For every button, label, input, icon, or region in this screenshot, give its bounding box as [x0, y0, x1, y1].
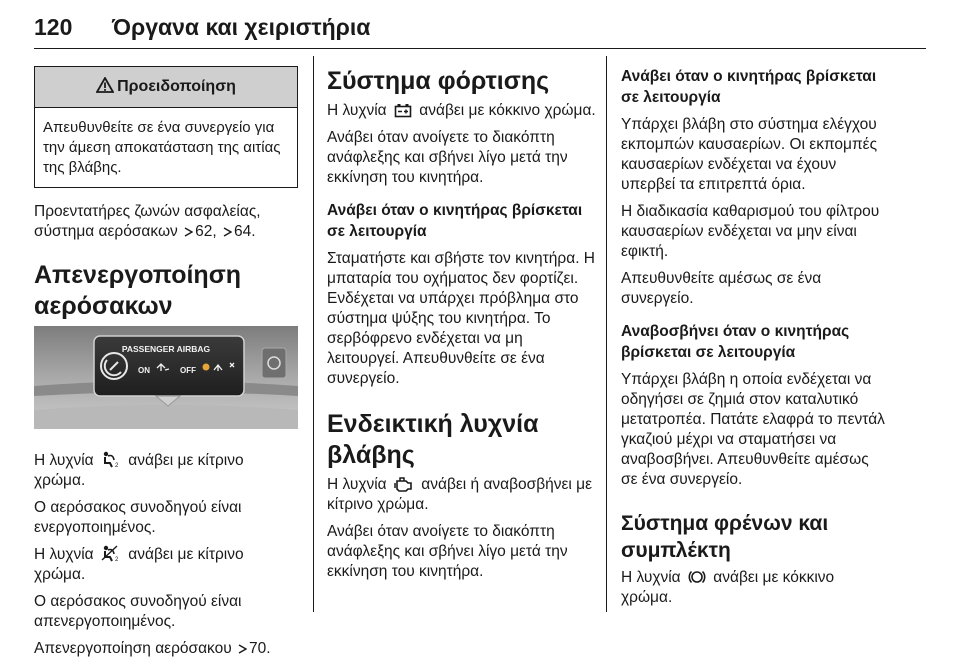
- page-ref-arrow-icon: [184, 227, 193, 237]
- column-divider: [313, 56, 314, 612]
- lamp-on-prefix: Η λυχνία: [34, 452, 94, 469]
- svg-text:2: 2: [114, 557, 119, 562]
- engine-check-icon: [394, 477, 414, 492]
- lamp-on-paragraph: [34, 451, 298, 491]
- lamp-on-suffix: ανάβει με κίτρινο χρώμα.: [34, 452, 244, 489]
- page-ref-70[interactable]: 70.: [249, 640, 271, 657]
- warning-box: [34, 66, 298, 188]
- mil-lamp-paragraph: [327, 475, 597, 515]
- pretensioners-text: Προεντατήρες ζωνών ασφαλείας, σύστημα αερόσακων: [34, 203, 261, 240]
- page-title: Όργανα και χειριστήρια: [112, 14, 371, 40]
- charging-heading: Σύστημα φόρτισης: [327, 67, 550, 95]
- brake-heading: Σύστημα φρένων και συμπλέκτη: [621, 512, 829, 562]
- airbag-activated-text: Ο αερόσακος συνοδηγού είναι ενεργοποιημένος.: [34, 499, 242, 536]
- charging-ignition-text: Ανάβει όταν ανοίγετε το διακόπτη ανάφλεξης και σβήνει λίγο μετά την εκκίνηση του κινητήρα.: [327, 129, 568, 186]
- airbag-heading: Απενεργοποίηση αερόσακων: [34, 261, 242, 320]
- column-divider: [606, 56, 607, 612]
- deactivation-ref-paragraph: [34, 639, 298, 659]
- brake-lamp-paragraph: [621, 568, 889, 608]
- emission-fault-text: Υπάρχει βλάβη στο σύστημα ελέγχου εκπομπών καυσαερίων. Οι εκπομπές καυσαερίων ενδέχεται να έχουν υπερβεί τα επιτρεπτά όρια.: [621, 116, 878, 193]
- page-ref-arrow-icon: [223, 227, 232, 237]
- engine-running-heading: Ανάβει όταν ο κινητήρας βρίσκεται σε λειτουργία: [621, 68, 877, 106]
- charging-running-heading: Ανάβει όταν ο κινητήρας βρίσκεται σε λειτουργία: [327, 202, 583, 240]
- brake-lamp-suffix: ανάβει με κόκκινο χρώμα.: [621, 569, 835, 606]
- page-ref-64[interactable]: 64.: [234, 223, 256, 240]
- svg-text:2: 2: [114, 463, 119, 468]
- mil-lamp-prefix: Η λυχνία: [327, 476, 387, 493]
- mil-heading: Ενδεικτική λυχνία βλάβης: [327, 410, 539, 469]
- lamp-off-prefix: Η λυχνία: [34, 546, 94, 563]
- warning-title: Προειδοποίηση: [117, 78, 236, 95]
- page-number: 120: [34, 14, 73, 40]
- airbag-off-icon: [101, 545, 121, 562]
- flashing-text: Υπάρχει βλάβη η οποία ενδέχεται να οδηγήσει σε ζημιά στον καταλυτικό μετατροπέα. Πατάτε ελαφρά το πεντάλ γκαζιού μέχρι να σταματήσει να αναβοσβήνει. Απευθυνθείτε αμέσως σε ένα συνεργείο.: [621, 371, 885, 488]
- warning-triangle-icon: [96, 77, 114, 93]
- brake-lamp-prefix: Η λυχνία: [621, 569, 681, 586]
- contact-text: Απευθυνθείτε αμέσως σε ένα συνεργείο.: [621, 270, 822, 307]
- deactivation-ref-text: Απενεργοποίηση αερόσακου: [34, 640, 232, 657]
- panel-on-label: ON: [138, 366, 150, 375]
- lamp-off-paragraph: [34, 545, 298, 585]
- battery-icon: [394, 103, 412, 118]
- lamp-off-suffix: ανάβει με κίτρινο χρώμα.: [34, 546, 244, 583]
- panel-label: PASSENGER AIRBAG: [121, 344, 211, 354]
- mil-ignition-text: Ανάβει όταν ανοίγετε το διακόπτη ανάφλεξης και σβήνει λίγο μετά την εκκίνηση του κινητήρα.: [327, 523, 568, 580]
- column-right: [621, 56, 889, 615]
- charging-lamp-paragraph: [327, 101, 597, 121]
- page-ref-arrow-icon: [238, 644, 247, 654]
- charging-lamp-prefix: Η λυχνία: [327, 102, 387, 119]
- brake-warning-icon: [688, 569, 706, 585]
- panel-off-label: OFF: [180, 366, 196, 375]
- charging-lamp-suffix: ανάβει με κόκκινο χρώμα.: [419, 102, 596, 119]
- airbag-on-icon: [101, 451, 121, 468]
- warning-header: [35, 67, 297, 108]
- flashing-heading: Αναβοσβήνει όταν ο κινητήρας βρίσκεται σε λειτουργία: [621, 323, 850, 361]
- header-rule: [34, 48, 926, 49]
- airbag-deactivated-text: Ο αερόσακος συνοδηγού είναι απενεργοποιημένος.: [34, 593, 242, 630]
- mil-lamp-suffix: ανάβει ή αναβοσβήνει με κίτρινο χρώμα.: [327, 476, 593, 513]
- column-middle: [327, 56, 597, 589]
- airbag-panel-photo: [34, 326, 298, 429]
- filter-text: Η διαδικασία καθαρισμού του φίλτρου καυσαερίων ενδέχεται να μην είναι εφικτή.: [621, 203, 880, 260]
- charging-running-text: Σταματήστε και σβήστε τον κινητήρα. Η μπαταρία του οχήματος δεν φορτίζει. Ενδέχεται να υπάρχει πρόβλημα στο σύστημα ψύξης του κινητήρα. Το σερβόφρενο ενδέχεται να μη λειτουργεί. Απευθυνθείτε σε ένα συνεργείο.: [327, 250, 595, 387]
- pretensioners-paragraph: [34, 202, 298, 242]
- airbag-panel-image: [34, 326, 298, 429]
- warning-text: Απευθυνθείτε σε ένα συνεργείο για την άμεση αποκατάσταση της αιτίας της βλάβης.: [43, 119, 281, 176]
- page-ref-62[interactable]: 62,: [195, 223, 217, 240]
- column-left: [34, 56, 298, 666]
- page-header: [34, 14, 926, 46]
